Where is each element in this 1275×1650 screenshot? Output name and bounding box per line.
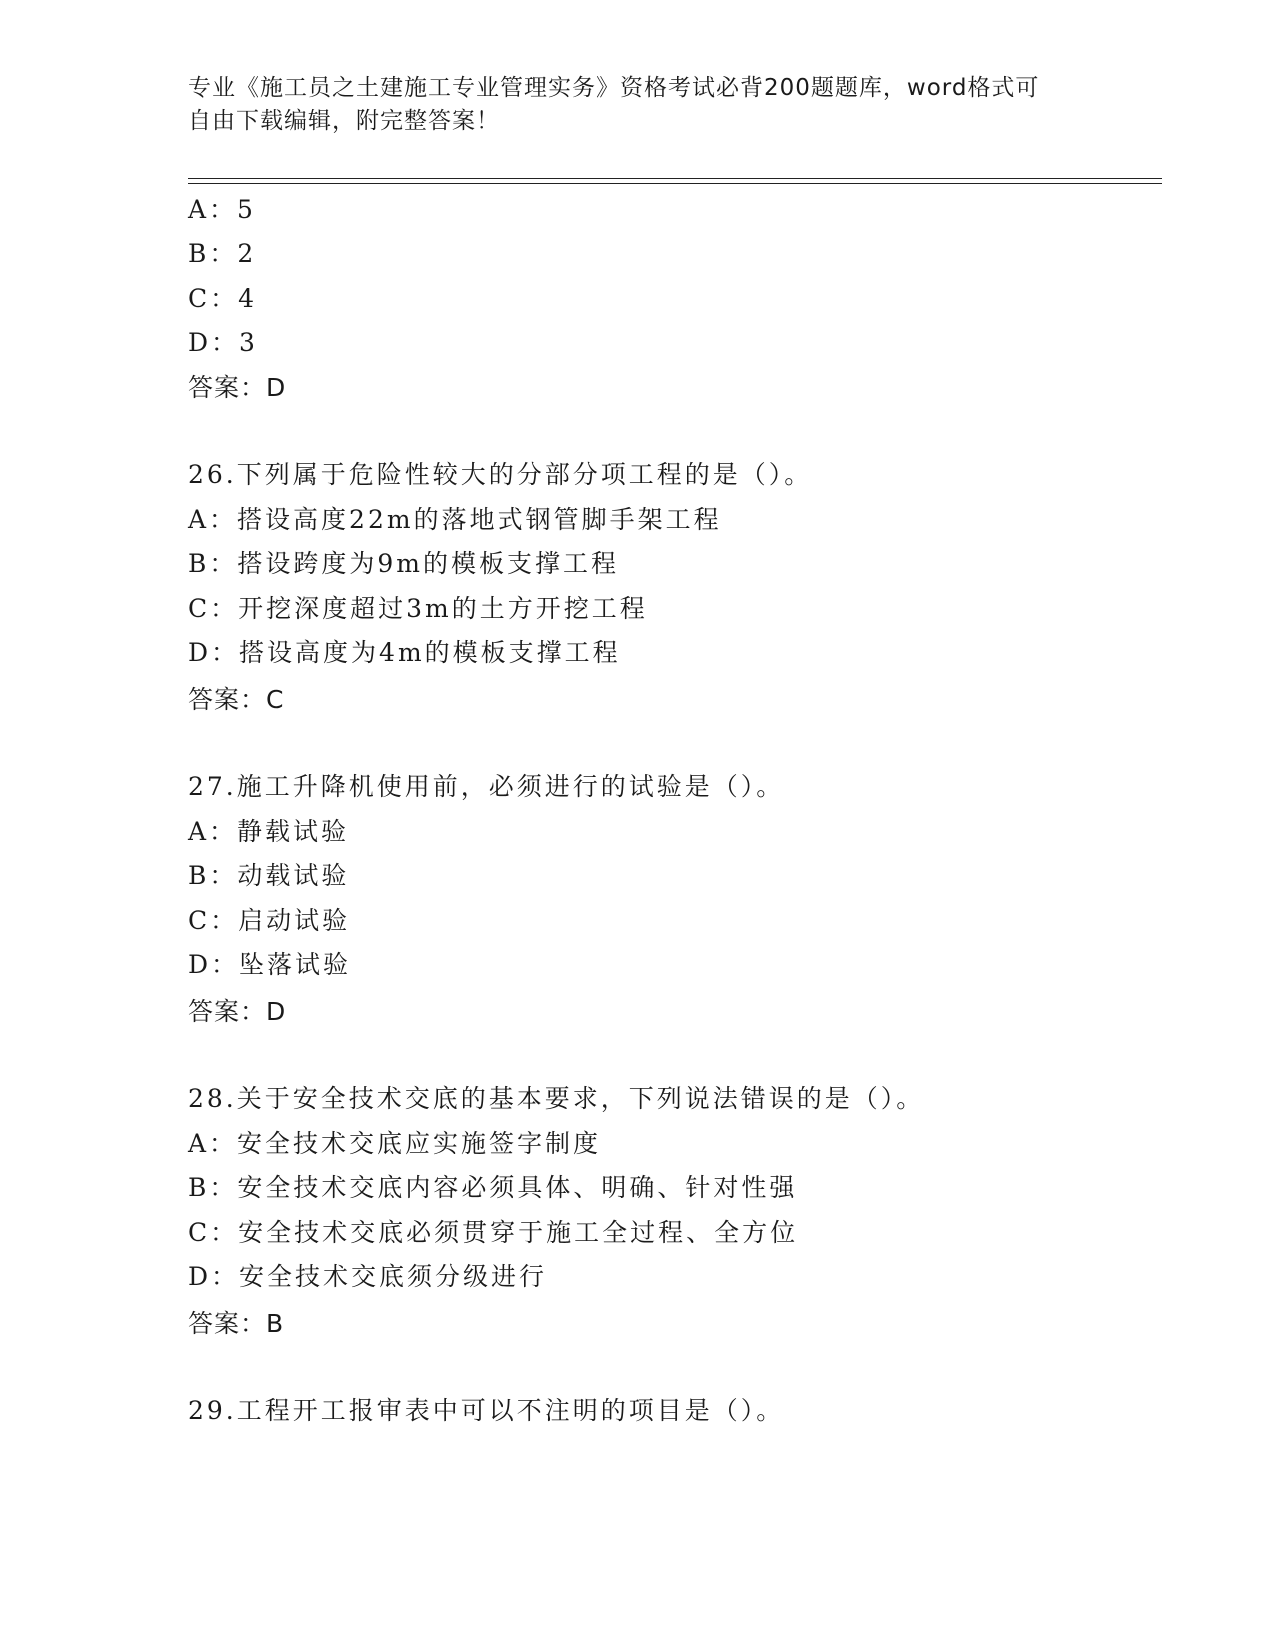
option-b: B：搭设跨度为9m的模板支撑工程 [188,549,619,578]
question-stem: 26.下列属于危险性较大的分部分项工程的是（）。 [188,460,813,489]
option-d: D：搭设高度为4m的模板支撑工程 [188,638,621,667]
option-b: B：2 [188,239,257,268]
option-a: A：搭设高度22m的落地式钢管脚手架工程 [188,505,722,534]
header-divider-top [188,178,1162,179]
option-c: C：开挖深度超过3m的土方开挖工程 [188,594,648,623]
option-a: A：安全技术交底应实施签字制度 [188,1129,602,1158]
question-stem: 28.关于安全技术交底的基本要求，下列说法错误的是（）。 [188,1084,925,1113]
option-c: C：4 [188,284,258,313]
option-a: A：静载试验 [188,817,350,846]
option-c: C：启动试验 [188,906,351,935]
header-line-1: 专业《施工员之土建施工专业管理实务》资格考试必背200题题库，word格式可 [188,75,1040,101]
answer-line: 答案：D [188,373,287,402]
question-stem: 29.工程开工报审表中可以不注明的项目是（）。 [188,1396,785,1425]
header-line-2: 自由下载编辑，附完整答案！ [188,108,500,134]
question-stem: 27.施工升降机使用前，必须进行的试验是（）。 [188,772,785,801]
option-c: C：安全技术交底必须贯穿于施工全过程、全方位 [188,1218,799,1247]
answer-line: 答案：D [188,997,287,1026]
answer-line: 答案：C [188,685,285,714]
document-header [188,72,1088,138]
option-d: D：3 [188,328,258,357]
option-a: A：5 [188,195,256,224]
option-d: D：安全技术交底须分级进行 [188,1262,548,1291]
answer-line: 答案：B [188,1309,285,1338]
option-d: D：坠落试验 [188,950,352,979]
option-b: B：动载试验 [188,861,350,890]
header-divider-bottom [188,183,1162,184]
option-b: B：安全技术交底内容必须具体、明确、针对性强 [188,1173,798,1202]
